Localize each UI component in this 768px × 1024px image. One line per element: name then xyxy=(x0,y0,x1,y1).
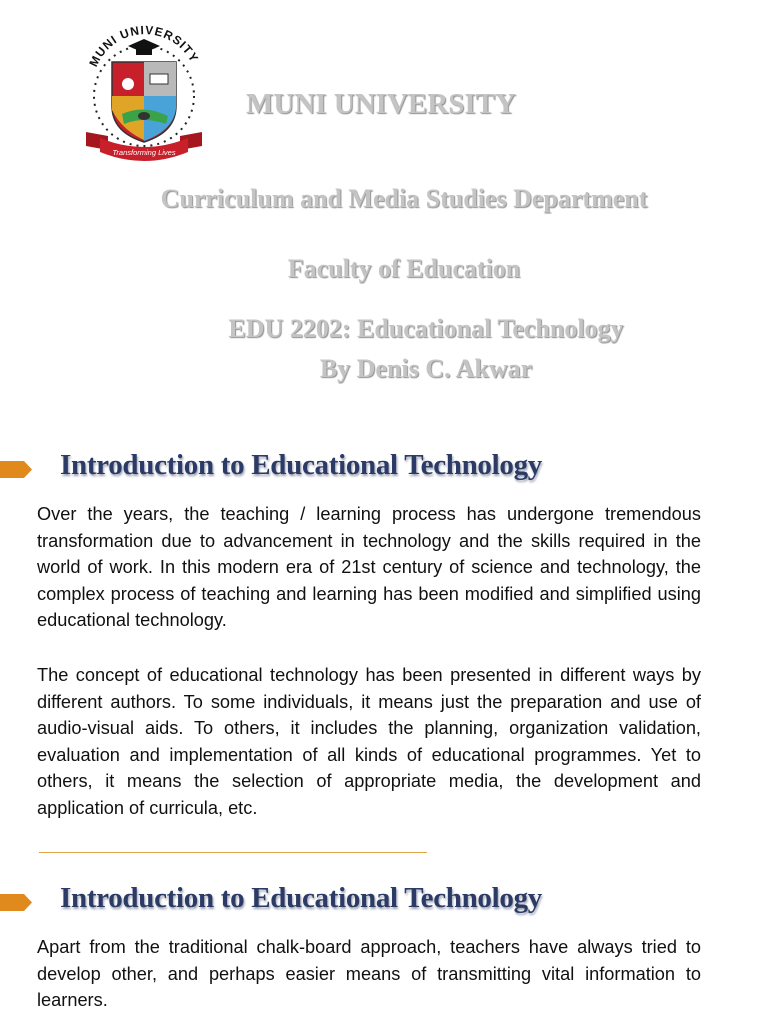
paragraph: The concept of educational technology has been presented in different ways by different authors. To some individuals, it means just the preparation and use of audio-visual aids. To others, it includes the planning, organization validation, evaluation and implementation of all kinds of educational programmes. Yet to others, it means the selection of appropriate media, the development and application of curricula, etc. xyxy=(37,665,701,818)
course-title: EDU 2202: Educational Technology xyxy=(228,314,624,343)
section-heading-2 xyxy=(0,882,768,922)
divider xyxy=(39,852,427,853)
author-line: By Denis C. Akwar xyxy=(319,354,533,383)
department-name: Curriculum and Media Studies Department xyxy=(160,184,648,213)
logo-motto: Transforming Lives xyxy=(112,148,176,157)
paragraph: Apart from the traditional chalk-board approach, teachers have always tried to develop other, and perhaps easier means of transmitting vital information to learners. xyxy=(37,937,701,1011)
section-heading-1 xyxy=(0,449,768,489)
logo-arc-text: MUNI UNIVERSITY xyxy=(86,24,202,70)
paragraph: Over the years, the teaching / learning process has undergone tremendous transformation due to advancement in technology and the skills required in the world of work. In this modern era of 21st century of science and technology, the complex process of teaching and learning has been modified and simplified using educational technology. xyxy=(37,504,701,631)
bullet-arrow-icon xyxy=(0,461,32,478)
university-name: MUNI UNIVERSITY xyxy=(246,88,516,120)
university-logo xyxy=(78,24,210,164)
faculty-name: Faculty of Education xyxy=(287,254,521,283)
bullet-arrow-icon xyxy=(0,894,32,911)
section-title: Introduction to Educational Technology xyxy=(60,882,542,914)
section-title: Introduction to Educational Technology xyxy=(60,449,542,481)
